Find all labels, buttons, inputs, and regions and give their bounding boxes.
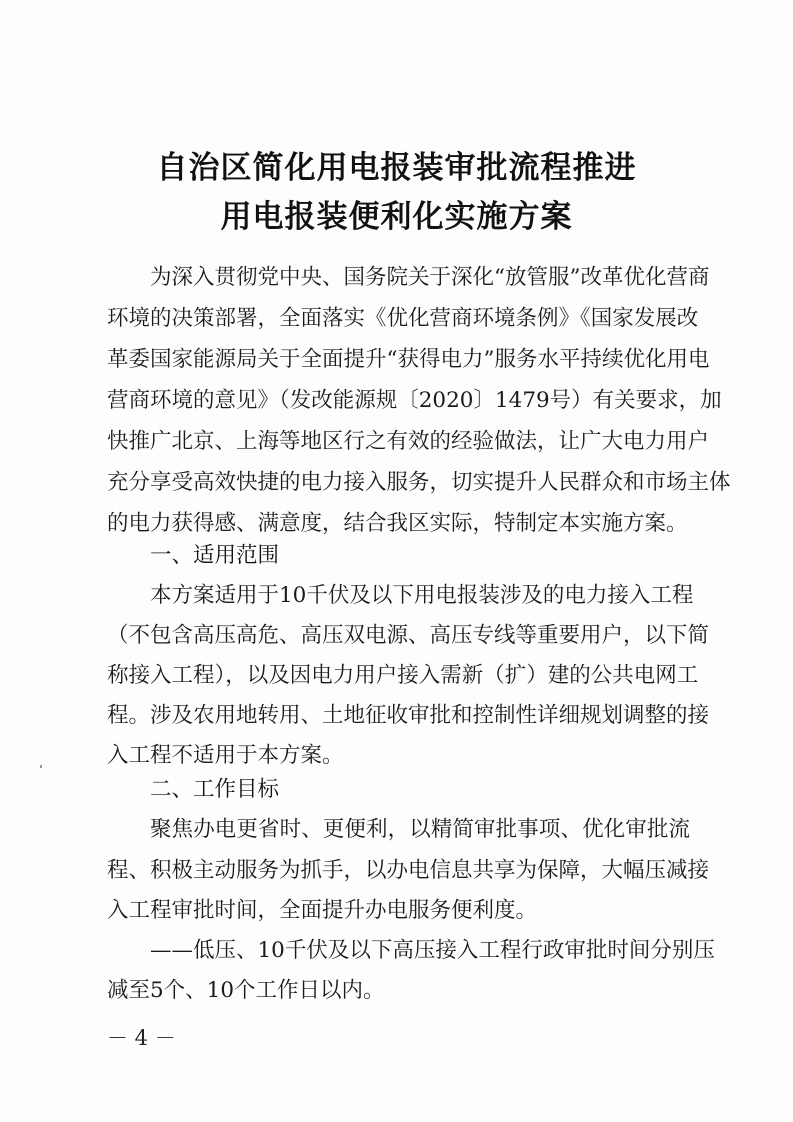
section1-line-5: 入工程不适用于本方案。 (107, 743, 344, 768)
section1-line-2: （不包含高压高危、高压双电源、高压专线等重要用户，以下简 (107, 623, 710, 648)
intro-line-2: 环境的决策部署，全面落实《优化营商环境条例》《国家发展改 (107, 306, 699, 331)
margin-mark (40, 765, 42, 768)
section2-line-2: 程、积极主动服务为抓手，以办电信息共享为保障，大幅压减接 (107, 858, 710, 883)
intro-line-4: 营商环境的意见》（发改能源规〔2020〕1479号）有关要求，加 (107, 388, 722, 413)
intro-line-3: 革委国家能源局关于全面提升“获得电力”服务水平持续优化用电 (107, 347, 710, 372)
intro-line-5: 快推广北京、上海等地区行之有效的经验做法，让广大电力用户 (107, 429, 710, 454)
section2-line-4: ——低压、10千伏及以下高压接入工程行政审批时间分别压 (150, 938, 715, 963)
section2-line-5: 减至5个、10个工作日以内。 (107, 978, 385, 1003)
intro-line-1: 为深入贯彻党中央、国务院关于深化“放管服”改革优化营商 (150, 265, 710, 290)
section1-line-4: 程。涉及农用地转用、土地征收审批和控制性详细规划调整的接 (107, 703, 710, 728)
section-heading-scope: 一、适用范围 (150, 543, 280, 568)
document-title-line-1: 自治区简化用电报装审批流程推进 (156, 150, 637, 186)
section1-line-3: 称接入工程），以及因电力用户接入需新（扩）建的公共电网工 (107, 663, 699, 688)
section2-line-1: 聚焦办电更省时、更便利，以精简审批事项、优化审批流 (150, 817, 690, 842)
section1-line-1: 本方案适用于10千伏及以下用电报装涉及的电力接入工程 (150, 583, 694, 608)
page-number: － 4 － (107, 1026, 176, 1050)
section-heading-goals: 二、工作目标 (150, 777, 280, 802)
intro-line-6: 充分享受高效快捷的电力接入服务，切实提升人民群众和市场主体 (107, 470, 731, 495)
intro-line-7: 的电力获得感、满意度，结合我区实际，特制定本实施方案。 (107, 511, 688, 536)
document-title-line-2: 用电报装便利化实施方案 (220, 199, 573, 235)
section2-line-3: 入工程审批时间，全面提升办电服务便利度。 (107, 898, 538, 923)
